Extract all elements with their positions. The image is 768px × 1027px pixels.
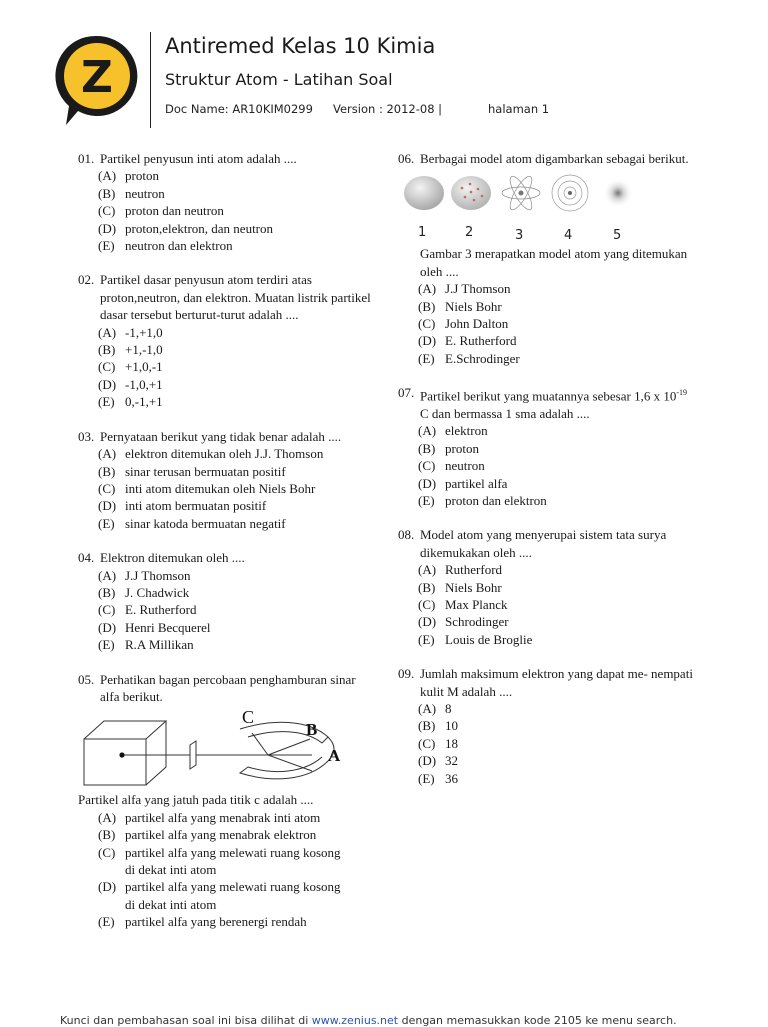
option-b: (B) 10 <box>418 718 458 734</box>
option-e: (E) proton dan elektron <box>418 493 547 509</box>
label-b: B <box>306 720 318 740</box>
question-text: Berbagai model atom digambarkan sebagai berikut. <box>420 151 689 166</box>
option-c: (C) proton dan neutron <box>98 203 224 219</box>
option-a: (A) J.J Thomson <box>98 567 191 583</box>
option-d: (D) Henri Becquerel <box>98 619 211 635</box>
question-01 <box>78 150 373 254</box>
question-text: Pernyataan berikut yang tidak benar adalah .... <box>100 428 342 444</box>
question-09 <box>398 665 698 787</box>
option-b: (B) neutron <box>98 185 165 201</box>
option-e: (E) R.A Millikan <box>98 637 194 653</box>
zenius-link[interactable]: www.zenius.net <box>311 1014 399 1027</box>
model-5-quantum <box>603 178 633 208</box>
model-label-4: 4 <box>564 228 573 244</box>
question-04 <box>78 549 373 653</box>
question-08 <box>398 526 698 648</box>
page-subtitle: Struktur Atom - Latihan Soal <box>165 70 393 89</box>
option-a: (A) Rutherford <box>418 562 503 578</box>
left-column <box>78 150 373 948</box>
option-b: (B) proton <box>418 440 479 456</box>
option-d: (D) proton,elektron, dan neutron <box>98 220 274 236</box>
question-number: 07. <box>398 385 415 401</box>
alpha-scattering-diagram <box>82 711 352 789</box>
model-1-dalton <box>404 176 444 210</box>
option-e: (E) E.Schrodinger <box>418 350 520 366</box>
option-c: (C) E. Rutherford <box>98 602 197 618</box>
option-d: (D) E. Rutherford <box>418 333 517 349</box>
option-a: (A) 8 <box>418 701 452 717</box>
question-text: Model atom yang menyerupai sistem tata surya dikemukakan oleh .... <box>420 527 667 560</box>
option-e: (E) 36 <box>418 770 458 786</box>
page-title: Antiremed Kelas 10 Kimia <box>165 34 436 58</box>
option-d: (D) inti atom bermuatan positif <box>98 498 267 514</box>
label-a: A <box>328 746 341 766</box>
question-number: 01. <box>78 151 95 166</box>
model-4-bohr <box>552 175 588 211</box>
footer-note: Kunci dan pembahasan soal ini bisa dilihat di www.zenius.net dengan memasukkan kode 2105 ke menu search. <box>60 1014 677 1027</box>
question-number: 08. <box>398 527 415 543</box>
option-c: (C) partikel alfa yang melewati ruang kosong <box>98 844 341 860</box>
option-a: (A) partikel alfa yang menabrak inti atom <box>98 809 321 825</box>
option-d: (D) partikel alfa <box>418 475 508 491</box>
question-text: Partikel berikut yang muatannya sebesar 1,6 x $10^{-19}$ C dan bermassa 1 sma adalah .... <box>420 388 687 421</box>
question-text: Perhatikan bagan percobaan penghamburan sinar alfa berikut. <box>100 671 356 704</box>
option-a: (A) proton <box>98 168 159 184</box>
option-b: (B) sinar terusan bermuatan positif <box>98 463 286 479</box>
model-label-5: 5 <box>613 228 622 244</box>
question-number: 06. <box>398 151 415 166</box>
option-e: (E) Louis de Broglie <box>418 631 533 647</box>
doc-name: Doc Name: AR10KIM0299 <box>165 102 313 116</box>
page-number: halaman 1 <box>488 102 550 116</box>
option-e: (E) 0,-1,+1 <box>98 394 163 410</box>
model-label-3: 3 <box>515 228 524 244</box>
model-label-1: 1 <box>418 225 427 241</box>
question-07 <box>398 384 698 509</box>
right-column <box>398 150 698 804</box>
logo-letter: Z <box>81 52 113 103</box>
option-d: (D) -1,0,+1 <box>98 376 163 392</box>
option-d-continued: di dekat inti atom <box>125 896 217 912</box>
question-number: 04. <box>78 550 95 566</box>
model-2-thomson <box>451 176 491 210</box>
option-e: (E) neutron dan elektron <box>98 238 233 254</box>
question-prompt: Partikel alfa yang jatuh pada titik c adalah .... <box>78 792 314 808</box>
option-c: (C) +1,0,-1 <box>98 359 163 375</box>
question-06 <box>398 150 698 367</box>
option-c: (C) John Dalton <box>418 316 509 332</box>
model-3-rutherford <box>502 174 540 213</box>
option-b: (B) Niels Bohr <box>418 298 502 314</box>
option-a: (A) elektron <box>418 423 488 439</box>
option-d: (D) Schrodinger <box>418 614 509 630</box>
option-c-continued: di dekat inti atom <box>125 862 217 877</box>
question-prompt: Gambar 3 merapatkan model atom yang ditemukan oleh .... <box>420 246 688 279</box>
question-text: Jumlah maksimum elektron yang dapat me- nempati kulit M adalah .... <box>420 666 693 699</box>
option-a: (A) J.J Thomson <box>418 281 511 297</box>
option-e: (E) partikel alfa yang berenergi rendah <box>98 914 307 930</box>
question-number: 05. <box>78 671 95 687</box>
option-b: (B) Niels Bohr <box>418 579 502 595</box>
question-number: 03. <box>78 428 95 444</box>
option-e: (E) sinar katoda bermuatan negatif <box>98 515 286 531</box>
question-03 <box>78 428 373 532</box>
option-b: (B) partikel alfa yang menabrak elektron <box>98 827 317 843</box>
doc-version: Version : 2012-08 | <box>333 102 443 116</box>
option-c: (C) neutron <box>418 458 485 474</box>
option-c: (C) Max Planck <box>418 597 508 613</box>
zenius-logo <box>52 32 142 128</box>
option-a: (A) elektron ditemukan oleh J.J. Thomson <box>98 446 324 462</box>
option-a: (A) -1,+1,0 <box>98 324 163 340</box>
option-b: (B) J. Chadwick <box>98 584 190 600</box>
option-b: (B) +1,-1,0 <box>98 342 163 358</box>
question-text: Elektron ditemukan oleh .... <box>100 550 245 566</box>
question-text: Partikel penyusun inti atom adalah .... <box>100 151 297 166</box>
label-c: C <box>242 711 255 728</box>
atom-models-figure <box>398 173 658 243</box>
header-divider <box>150 32 151 128</box>
option-d: (D) partikel alfa yang melewati ruang kosong <box>98 879 341 895</box>
question-05 <box>78 671 373 931</box>
model-label-2: 2 <box>465 225 474 241</box>
option-c: (C) inti atom ditemukan oleh Niels Bohr <box>98 480 316 496</box>
option-c: (C) 18 <box>418 735 458 751</box>
question-02 <box>78 271 373 410</box>
option-d: (D) 32 <box>418 753 458 769</box>
question-text: Partikel dasar penyusun atom terdiri atas proton,neutron, dan elektron. Muatan listrik partikel dasar tersebut berturut-turut adalah .... <box>100 272 371 323</box>
question-number: 09. <box>398 666 415 682</box>
question-number: 02. <box>78 272 95 288</box>
